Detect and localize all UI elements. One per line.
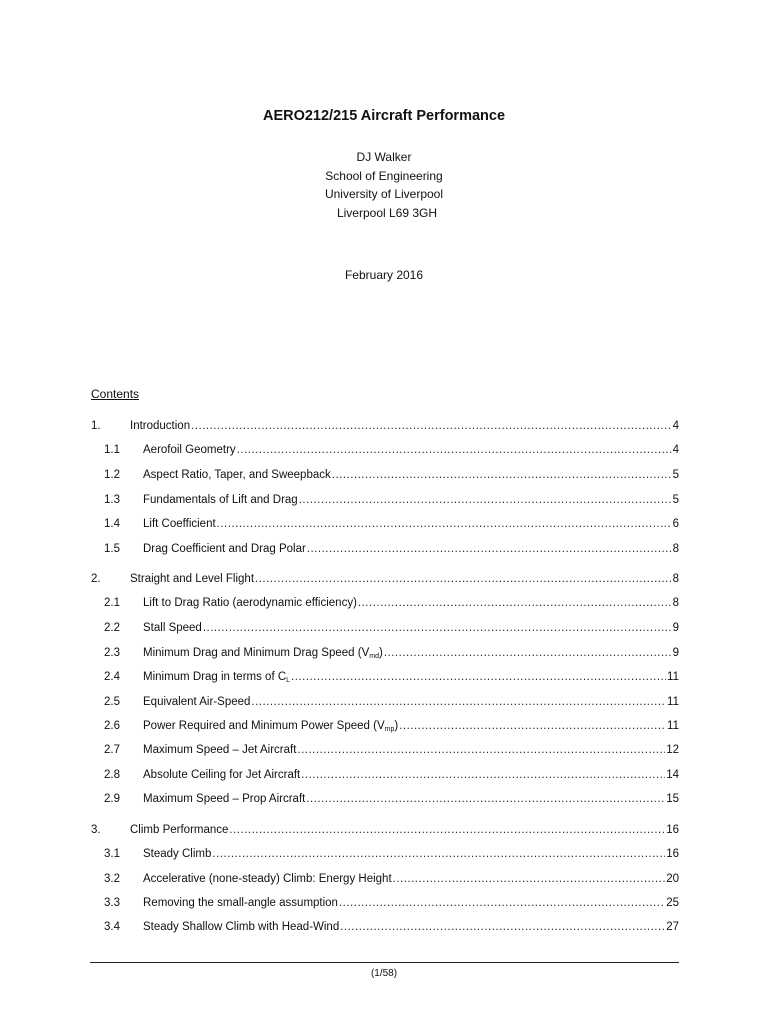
footer-divider (90, 962, 679, 963)
toc-entry[interactable] (104, 595, 679, 611)
toc-entry[interactable] (104, 467, 679, 483)
toc-entry-title: Aerofoil Geometry (143, 444, 236, 456)
toc-dot-leader (399, 718, 666, 734)
toc-dot-leader (306, 791, 665, 807)
toc-entry-title: Aspect Ratio, Taper, and Sweepback (143, 469, 331, 481)
toc-entry-title: Removing the small-angle assumption (143, 897, 338, 909)
toc-entry-title: Equivalent Air-Speed (143, 696, 251, 708)
toc-entry-title: Lift Coefficient (143, 518, 216, 530)
affiliation-line: University of Liverpool (324, 187, 444, 201)
toc-entry-number: 2.3 (104, 647, 120, 659)
toc-entry-number: 3.3 (104, 897, 120, 909)
toc-entry-page: 12 (666, 744, 679, 756)
toc-entry[interactable] (104, 846, 679, 862)
toc-entry-title: Climb Performance (130, 824, 229, 836)
toc-entry-title: Lift to Drag Ratio (aerodynamic efficiency) (143, 597, 357, 609)
toc-entry-page: 11 (667, 720, 679, 732)
toc-dot-leader (297, 742, 665, 758)
toc-entry[interactable] (91, 822, 679, 838)
toc-entry[interactable] (104, 895, 679, 911)
toc-entry-page: 14 (666, 769, 679, 781)
toc-entry-number: 1.4 (104, 518, 120, 530)
toc-dot-leader (191, 418, 671, 434)
affiliation-line: Liverpool L69 3GH (336, 205, 438, 220)
toc-entry[interactable] (104, 516, 679, 532)
toc-dot-leader (255, 571, 672, 587)
toc-entry[interactable] (104, 492, 679, 508)
toc-entry-title: Straight and Level Flight (130, 573, 255, 585)
toc-entry-page: 25 (666, 897, 679, 909)
toc-entry[interactable] (104, 791, 679, 807)
toc-dot-leader (339, 895, 665, 911)
toc-dot-leader (212, 846, 665, 862)
toc-entry-title: Drag Coefficient and Drag Polar (143, 543, 306, 555)
toc-entry-number: 1.3 (104, 494, 120, 506)
toc-entry-number: 1.5 (104, 543, 120, 555)
contents-heading: Contents (91, 387, 140, 401)
toc-entry-number: 3. (91, 824, 101, 836)
toc-entry-number: 2.6 (104, 720, 120, 732)
toc-dot-leader (229, 822, 665, 838)
toc-entry-number: 3.1 (104, 848, 120, 860)
toc-dot-leader (301, 767, 665, 783)
toc-entry-page: 5 (672, 469, 679, 481)
toc-entry-title: Power Required and Minimum Power Speed $(V_{mp})$ (143, 720, 399, 733)
toc-entry-page: 27 (666, 921, 679, 933)
toc-dot-leader (251, 694, 666, 710)
toc-dot-leader (217, 516, 672, 532)
toc-entry-number: 2.2 (104, 622, 120, 634)
toc-entry-number: 2.9 (104, 793, 120, 805)
toc-entry-title: Steady Shallow Climb with Head-Wind (143, 921, 340, 933)
toc-entry-page: 4 (672, 420, 679, 432)
toc-dot-leader (393, 871, 666, 887)
toc-entry-page: 6 (672, 518, 679, 530)
toc-entry-number: 2.5 (104, 696, 120, 708)
page-number: (1/58) (370, 968, 398, 979)
toc-entry-number: 3.2 (104, 873, 120, 885)
toc-entry-page: 16 (666, 824, 679, 836)
toc-entry-page: 15 (666, 793, 679, 805)
toc-entry-number: 2.8 (104, 769, 120, 781)
toc-entry[interactable] (104, 669, 679, 685)
toc-entry-page: 4 (672, 444, 679, 456)
toc-entry[interactable] (104, 541, 679, 557)
toc-entry[interactable] (104, 620, 679, 636)
toc-dot-leader (237, 442, 672, 458)
toc-entry[interactable] (104, 694, 679, 710)
toc-entry-page: 20 (666, 873, 679, 885)
toc-dot-leader (332, 467, 672, 483)
toc-entry-title: Maximum Speed – Jet Aircraft (143, 744, 297, 756)
toc-entry[interactable] (91, 571, 679, 587)
toc-entry-number: 2.7 (104, 744, 120, 756)
toc-entry-page: 8 (672, 597, 679, 609)
toc-entry-title: Minimum Drag in terms of $C_L$ (143, 671, 291, 684)
toc-entry-number: 2.1 (104, 597, 120, 609)
toc-entry-title: Minimum Drag and Minimum Drag Speed $(V_{md})$ (143, 647, 383, 660)
toc-entry-number: 1.1 (104, 444, 120, 456)
toc-entry-page: 5 (672, 494, 679, 506)
toc-entry-page: 11 (667, 696, 679, 708)
toc-dot-leader (299, 492, 672, 508)
toc-entry-page: 8 (672, 573, 679, 585)
toc-entry-title: Fundamentals of Lift and Drag (143, 494, 298, 506)
author-name: DJ Walker (356, 150, 412, 164)
toc-entry-page: 9 (672, 647, 679, 659)
toc-entry[interactable] (91, 418, 679, 434)
document-date: February 2016 (344, 268, 424, 282)
toc-dot-leader (340, 919, 665, 935)
toc-dot-leader (384, 645, 672, 661)
toc-dot-leader (358, 595, 672, 611)
toc-entry[interactable] (104, 871, 679, 887)
document-title: AERO212/215 Aircraft Performance (262, 108, 506, 124)
toc-entry-title: Accelerative (none-steady) Climb: Energy Height (143, 873, 392, 885)
toc-entry[interactable] (104, 442, 679, 458)
toc-entry-title: Maximum Speed – Prop Aircraft (143, 793, 306, 805)
toc-entry-title: Stall Speed (143, 622, 202, 634)
affiliation-line: School of Engineering (325, 168, 443, 183)
toc-entry-number: 2.4 (104, 671, 120, 683)
toc-entry-number: 3.4 (104, 921, 120, 933)
toc-entry[interactable] (104, 718, 679, 734)
toc-dot-leader (203, 620, 672, 636)
toc-entry-title: Introduction (130, 420, 191, 432)
toc-entry-number: 1.2 (104, 469, 120, 481)
toc-entry-title: Absolute Ceiling for Jet Aircraft (143, 769, 301, 781)
toc-dot-leader (291, 669, 666, 685)
toc-entry[interactable] (104, 767, 679, 783)
toc-entry-page: 11 (667, 671, 679, 683)
toc-entry-page: 8 (672, 543, 679, 555)
toc-entry-page: 9 (672, 622, 679, 634)
toc-entry[interactable] (104, 919, 679, 935)
toc-entry-title: Steady Climb (143, 848, 212, 860)
toc-dot-leader (307, 541, 672, 557)
toc-entry[interactable] (104, 742, 679, 758)
toc-entry[interactable] (104, 645, 679, 661)
toc-entry-number: 2. (91, 573, 101, 585)
author-block (0, 148, 768, 222)
toc-entry-number: 1. (91, 420, 101, 432)
toc-entry-page: 16 (666, 848, 679, 860)
